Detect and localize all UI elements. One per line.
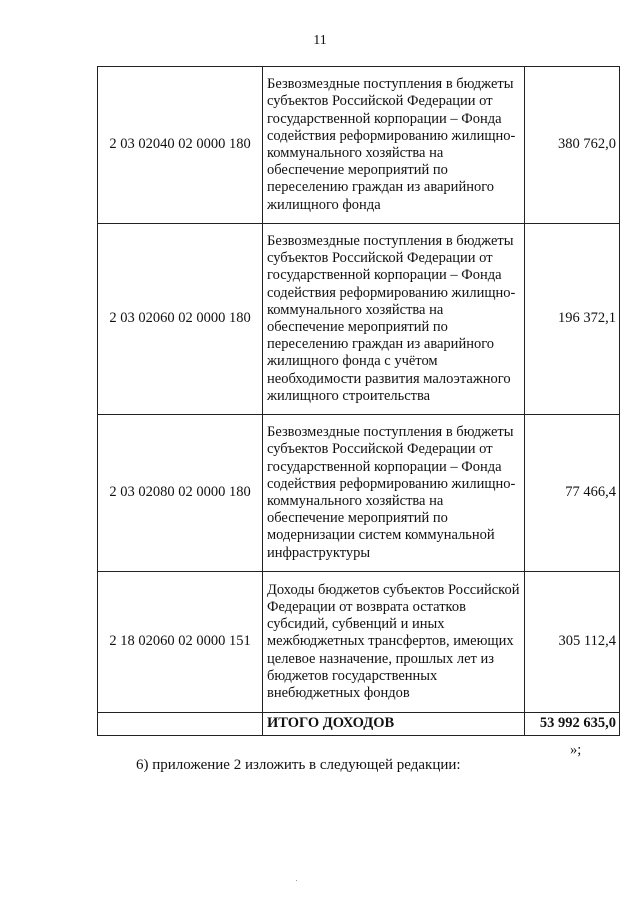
total-label: ИТОГО ДОХОДОВ: [263, 713, 525, 736]
revenue-name-cell: Безвозмездные поступления в бюджеты субъектов Российской Федерации от государственной корпорации – Фонда содействия реформированию жилищно-коммунального хозяйства на обеспечение мероприятий по модернизации систем коммунальной инфраструктуры: [263, 415, 525, 572]
empty-code-cell: [98, 713, 263, 736]
total-amount: 53 992 635,0: [525, 713, 620, 736]
amount-cell: 380 762,0: [525, 67, 620, 224]
budget-code-cell: 2 18 02060 02 0000 151: [98, 572, 263, 713]
revenue-table: [97, 66, 620, 736]
page-number: 11: [313, 33, 327, 48]
budget-code-cell: 2 03 02080 02 0000 180: [98, 415, 263, 572]
total-row: [98, 713, 620, 736]
amount-cell: 305 112,4: [525, 572, 620, 713]
amount-cell: 77 466,4: [525, 415, 620, 572]
closing-quote: »;: [570, 742, 582, 758]
table-row: [98, 67, 620, 224]
table-row: [98, 572, 620, 713]
revenue-name-cell: Безвозмездные поступления в бюджеты субъектов Российской Федерации от государственной корпорации – Фонда содействия реформированию жилищно-коммунального хозяйства на обеспечение мероприятий по переселению граждан из аварийного жилищного фонда: [263, 67, 525, 224]
budget-code-cell: 2 03 02060 02 0000 180: [98, 224, 263, 415]
amount-cell: 196 372,1: [525, 224, 620, 415]
budget-code-cell: 2 03 02040 02 0000 180: [98, 67, 263, 224]
scan-speck: [296, 880, 297, 881]
amendment-paragraph: 6) приложение 2 изложить в следующей редакции:: [136, 757, 461, 773]
table-row: [98, 415, 620, 572]
revenue-name-cell: Безвозмездные поступления в бюджеты субъектов Российской Федерации от государственной корпорации – Фонда содействия реформированию жилищно-коммунального хозяйства на обеспечение мероприятий по переселению граждан из аварийного жилищного фонда с учётом необходимости развития малоэтажного жилищного строительства: [263, 224, 525, 415]
table-row: [98, 224, 620, 415]
revenue-name-cell: Доходы бюджетов субъектов Российской Федерации от возврата остатков субсидий, субвенций и иных межбюджетных трансфертов, имеющих целевое назначение, прошлых лет из бюджетов государственных внебюджетных фондов: [263, 572, 525, 713]
